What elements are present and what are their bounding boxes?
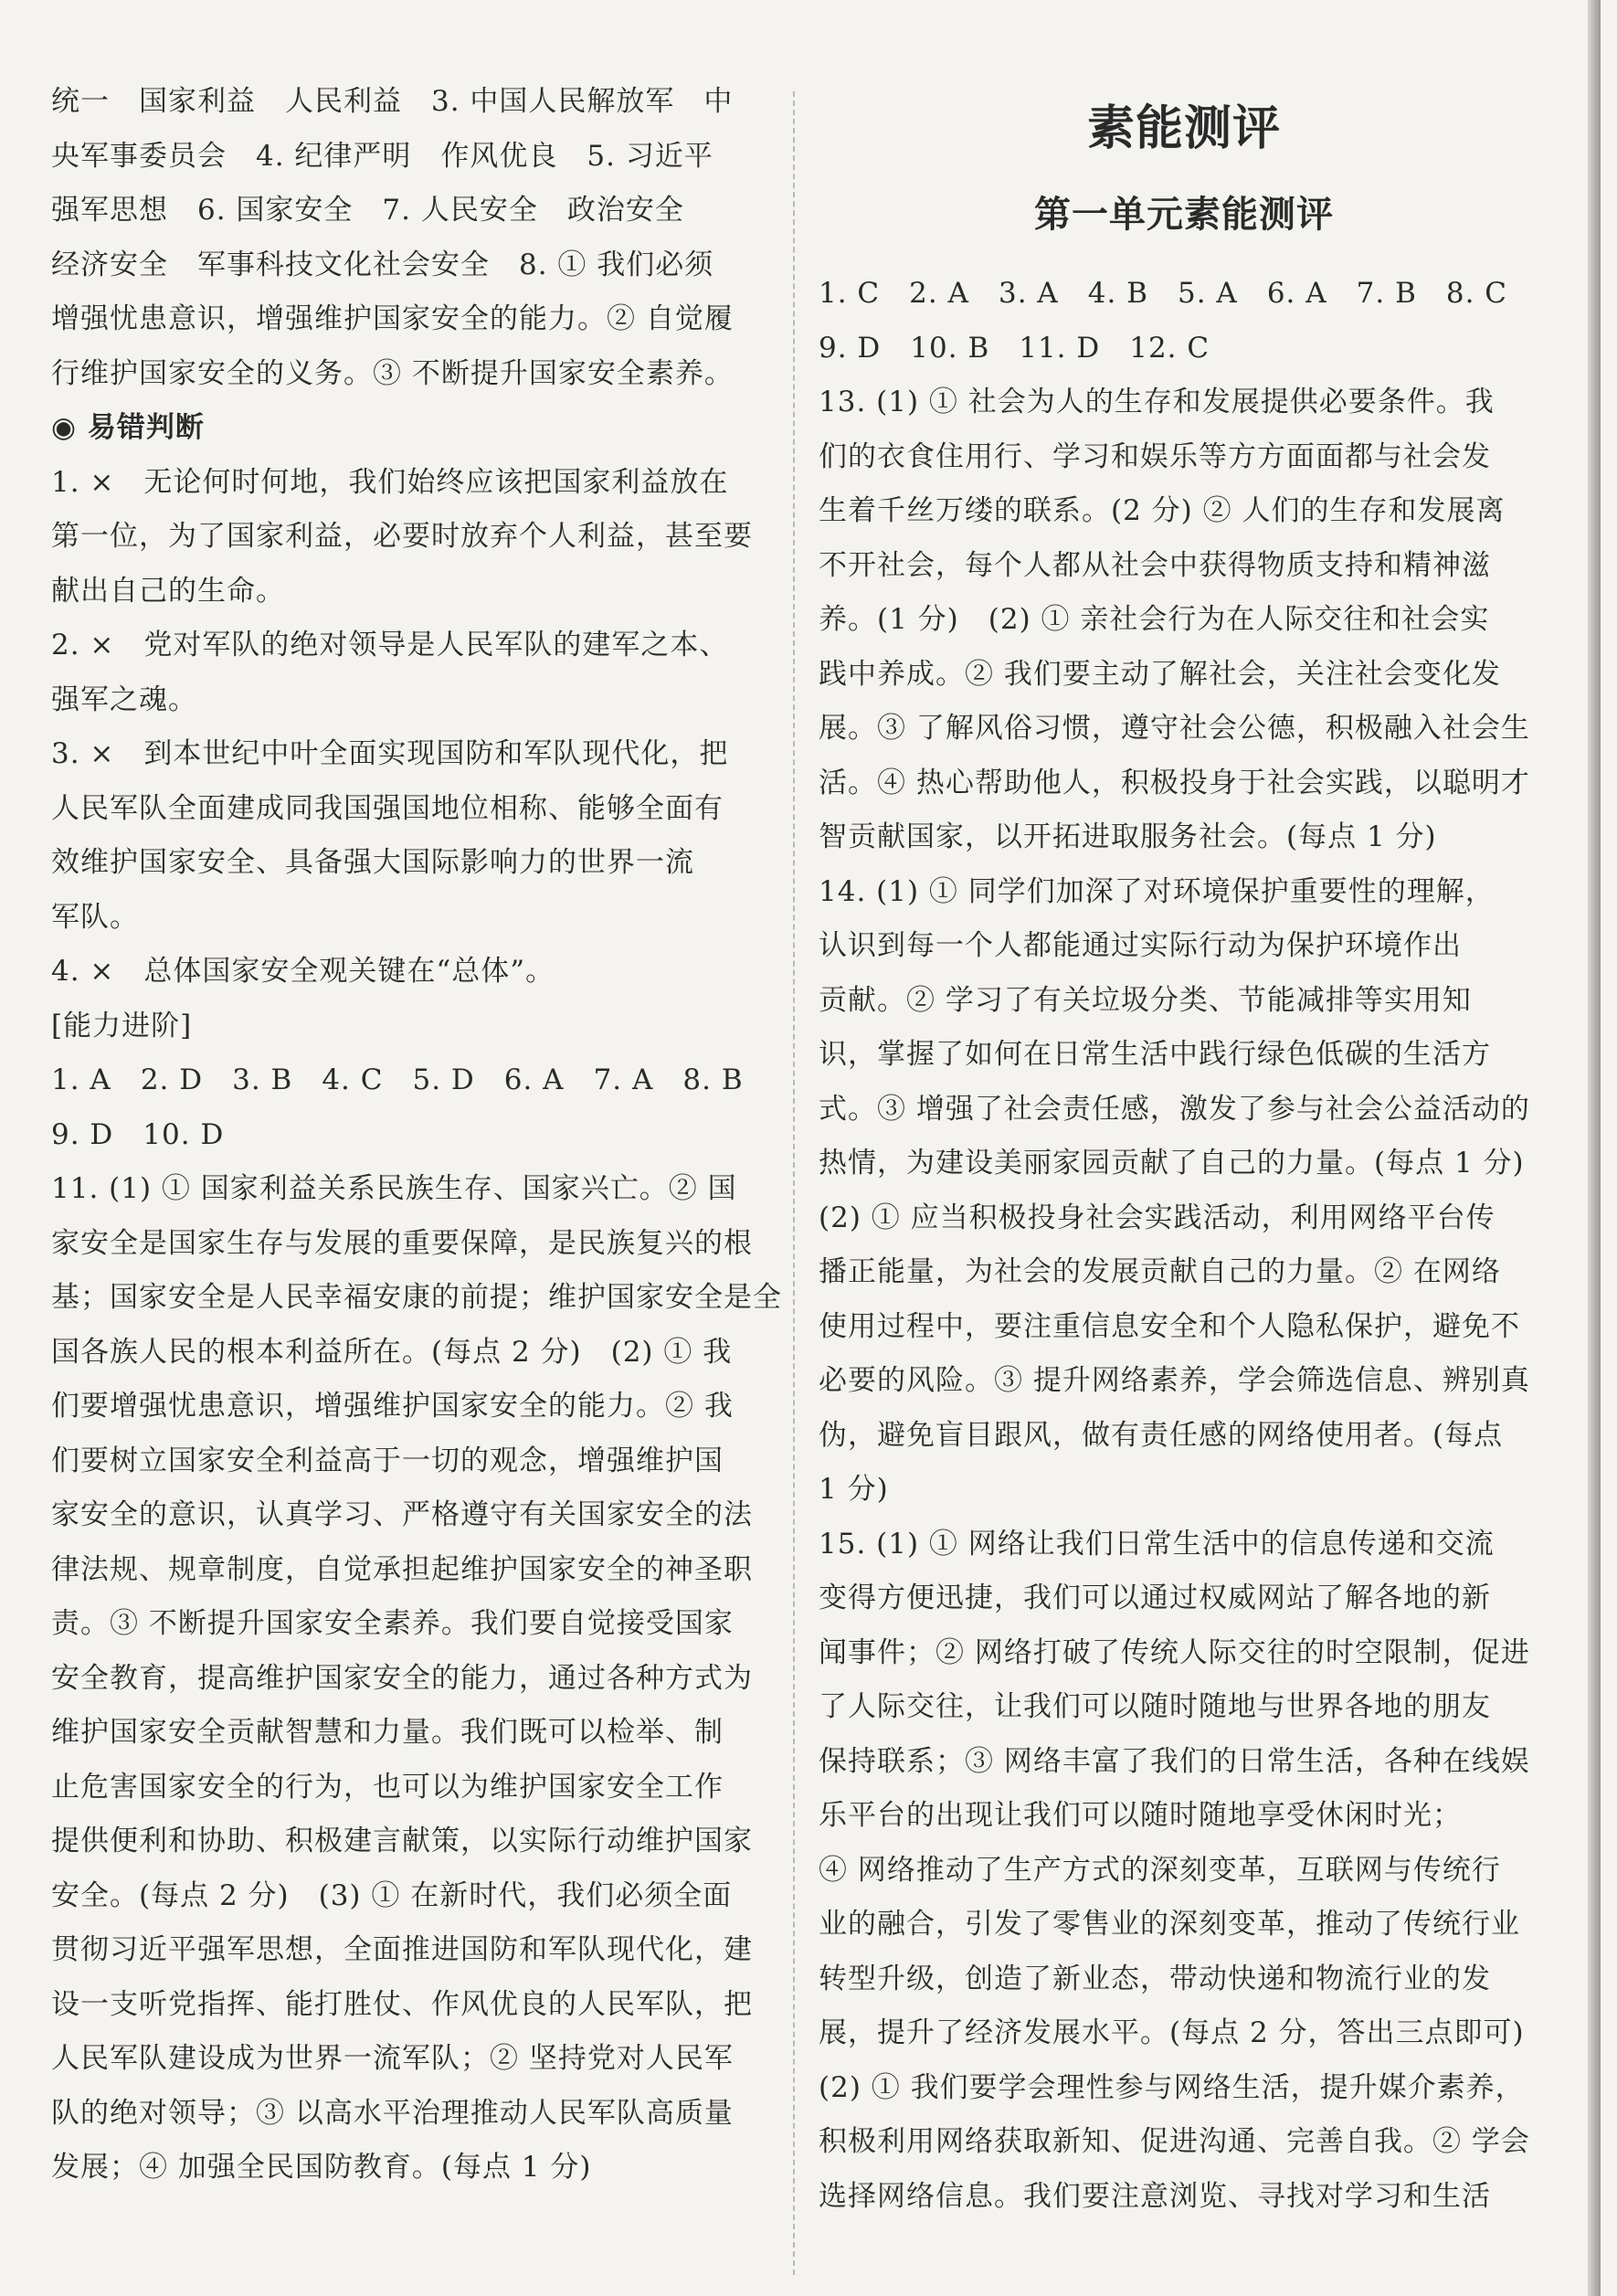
text-line: 保持联系；③ 网络丰富了我们的日常生活，各种在线娱 <box>819 1744 1530 1778</box>
text-line: 第一位，为了国家利益，必要时放弃个人利益，甚至要 <box>51 520 753 553</box>
text-line: 展，提升了经济发展水平。(每点 2 分，答出三点即可) <box>819 2016 1525 2049</box>
text-line: [能力进阶] <box>51 1009 193 1042</box>
text-line: 闻事件；② 网络打破了传统人际交往的时空限制，促进 <box>819 1635 1530 1669</box>
text-line: 展。③ 了解风俗习惯，遵守社会公德，积极融入社会生 <box>819 712 1530 745</box>
text-line: 乐平台的出现让我们可以随时随地享受休闲时光； <box>819 1799 1462 1832</box>
text-line: 1. A 2. D 3. B 4. C 5. D 6. A 7. A 8. B <box>51 1063 744 1096</box>
text-line: 强军之魂。 <box>51 682 197 716</box>
text-line: 选择网络信息。我们要注意浏览、寻找对学习和生活 <box>819 2179 1491 2213</box>
page-edge-shadow <box>1588 0 1601 2296</box>
text-line: 们要树立国家安全利益高于一切的观念，增强维护国 <box>51 1444 724 1477</box>
text-line: 强军思想 6. 国家安全 7. 人民安全 政治安全 <box>51 194 684 227</box>
right-body <box>819 267 1549 2224</box>
text-line: 责。③ 不断提升国家安全素养。我们要自觉接受国家 <box>51 1607 734 1640</box>
text-line: 安全教育，提高维护国家安全的能力，通过各种方式为 <box>51 1661 753 1695</box>
text-line: 了人际交往，让我们可以随时随地与世界各地的朋友 <box>819 1690 1491 1723</box>
text-line: 13. (1) ① 社会为人的生存和发展提供必要条件。我 <box>819 386 1495 418</box>
text-line: 14. (1) ① 同学们加深了对环境保护重要性的理解， <box>819 874 1495 908</box>
text-line: 家安全是国家生存与发展的重要保障，是民族复兴的根 <box>51 1226 753 1260</box>
text-line: 统一 国家利益 人民利益 3. 中国人民解放军 中 <box>51 85 734 118</box>
text-line: (2) ① 我们要学会理性参与网络生活，提升媒介素养， <box>819 2070 1525 2104</box>
text-line: ◉ 易错判断 <box>51 411 205 444</box>
text-line: 积极利用网络获取新知、促进沟通、完善自我。② 学会 <box>819 2125 1530 2158</box>
text-line: 使用过程中，要注重信息安全和个人隐私保护，避免不 <box>819 1309 1520 1343</box>
text-line: 9. D 10. B 11. D 12. C <box>819 331 1210 365</box>
section-title: 素能测评 <box>1086 101 1281 156</box>
text-line: 献出自己的生命。 <box>51 574 285 608</box>
text-line: 养。(1 分) (2) ① 亲社会行为在人际交往和社会实 <box>819 603 1490 636</box>
unit-title: 第一单元素能测评 <box>1034 193 1334 236</box>
text-line: 播正能量，为社会的发展贡献自己的力量。② 在网络 <box>819 1255 1501 1288</box>
text-line: 2. × 党对军队的绝对领导是人民军队的建军之本、 <box>51 629 729 661</box>
text-line: 转型升级，创造了新业态，带动快递和物流行业的发 <box>819 1962 1491 1995</box>
text-line: ④ 网络推动了生产方式的深刻变革，互联网与传统行 <box>819 1853 1501 1887</box>
text-line: 家安全的意识，认真学习、严格遵守有关国家安全的法 <box>51 1498 753 1531</box>
text-line: 3. × 到本世纪中叶全面实现国防和军队现代化，把 <box>51 737 729 770</box>
text-line: 基；国家安全是人民幸福安康的前提；维护国家安全是全 <box>51 1281 782 1314</box>
text-line: 军队。 <box>51 900 139 934</box>
text-line: 伪，避免盲目跟风，做有责任感的网络使用者。(每点 <box>819 1418 1504 1452</box>
left-column <box>51 75 782 2195</box>
text-line: 1 分) <box>819 1473 889 1506</box>
text-line: 热情，为建设美丽家园贡献了自己的力量。(每点 1 分) <box>819 1147 1525 1180</box>
text-line: 贯彻习近平强军思想，全面推进国防和军队现代化，建 <box>51 1933 753 1966</box>
text-line: 9. D 10. D <box>51 1117 225 1151</box>
text-line: 发展；④ 加强全民国防教育。(每点 1 分) <box>51 2151 592 2184</box>
text-line: 经济安全 军事科技文化社会安全 8. ① 我们必须 <box>51 248 714 281</box>
text-line: 们要增强忧患意识，增强维护国家安全的能力。② 我 <box>51 1390 734 1423</box>
text-line: 活。④ 热心帮助他人，积极投身于社会实践，以聪明才 <box>819 766 1530 799</box>
text-line: 业的融合，引发了零售业的深刻变革，推动了传统行业 <box>819 1908 1520 1941</box>
text-line: 队的绝对领导；③ 以高水平治理推动人民军队高质量 <box>51 2096 734 2130</box>
text-line: 行维护国家安全的义务。③ 不断提升国家安全素养。 <box>51 356 734 390</box>
text-line: 律法规、规章制度，自觉承担起维护国家安全的神圣职 <box>51 1552 753 1586</box>
text-line: 生着千丝万缕的联系。(2 分) ② 人们的生存和发展离 <box>819 494 1506 527</box>
text-line: 11. (1) ① 国家利益关系民族生存、国家兴亡。② 国 <box>51 1172 737 1205</box>
text-line: 人民军队建设成为世界一流军队；② 坚持党对人民军 <box>51 2042 734 2075</box>
text-line: 1. C 2. A 3. A 4. B 5. A 6. A 7. B 8. C <box>819 277 1507 310</box>
text-line: 贡献。② 学习了有关垃圾分类、节能减排等实用知 <box>819 983 1472 1017</box>
text-line: 维护国家安全贡献智慧和力量。我们既可以检举、制 <box>51 1716 724 1749</box>
text-line: 4. × 总体国家安全观关键在“总体”。 <box>51 955 555 988</box>
text-line: 15. (1) ① 网络让我们日常生活中的信息传递和交流 <box>819 1527 1495 1561</box>
text-line: 安全。(每点 2 分) (3) ① 在新时代，我们必须全面 <box>51 1878 733 1912</box>
text-line: 式。③ 增强了社会责任感，激发了参与社会公益活动的 <box>819 1092 1530 1126</box>
text-line: 国各族人民的根本利益所在。(每点 2 分) (2) ① 我 <box>51 1335 733 1369</box>
text-line: 践中养成。② 我们要主动了解社会，关注社会变化发 <box>819 657 1501 691</box>
text-line: 设一支听党指挥、能打胜仗、作风优良的人民军队，把 <box>51 1987 753 2021</box>
text-line: 智贡献国家，以开拓进取服务社会。(每点 1 分) <box>819 820 1437 853</box>
text-line: (2) ① 应当积极投身社会实践活动，利用网络平台传 <box>819 1201 1495 1234</box>
text-line: 人民军队全面建成同我国强国地位相称、能够全面有 <box>51 791 724 825</box>
text-line: 止危害国家安全的行为，也可以为维护国家安全工作 <box>51 1770 724 1804</box>
text-line: 识，掌握了如何在日常生活中践行绿色低碳的生活方 <box>819 1038 1491 1071</box>
right-column <box>819 91 1549 2224</box>
text-line: 效维护国家安全、具备强大国际影响力的世界一流 <box>51 846 694 879</box>
text-line: 变得方便迅捷，我们可以通过权威网站了解各地的新 <box>819 1582 1491 1614</box>
text-line: 央军事委员会 4. 纪律严明 作风优良 5. 习近平 <box>51 139 713 173</box>
text-line: 必要的风险。③ 提升网络素养，学会筛选信息、辨别真 <box>819 1364 1530 1397</box>
text-line: 不开社会，每个人都从社会中获得物质支持和精神滋 <box>819 548 1491 582</box>
text-line: 增强忧患意识，增强维护国家安全的能力。② 自觉履 <box>51 302 734 335</box>
text-line: 提供便利和协助、积极建言献策，以实际行动维护国家 <box>51 1825 753 1857</box>
text-line: 们的衣食住用行、学习和娱乐等方方面面都与社会发 <box>819 439 1491 473</box>
text-line: 1. × 无论何时何地，我们始终应该把国家利益放在 <box>51 465 729 499</box>
text-line: 认识到每一个人都能通过实际行动为保护环境作出 <box>819 929 1462 962</box>
column-divider <box>793 91 795 2275</box>
